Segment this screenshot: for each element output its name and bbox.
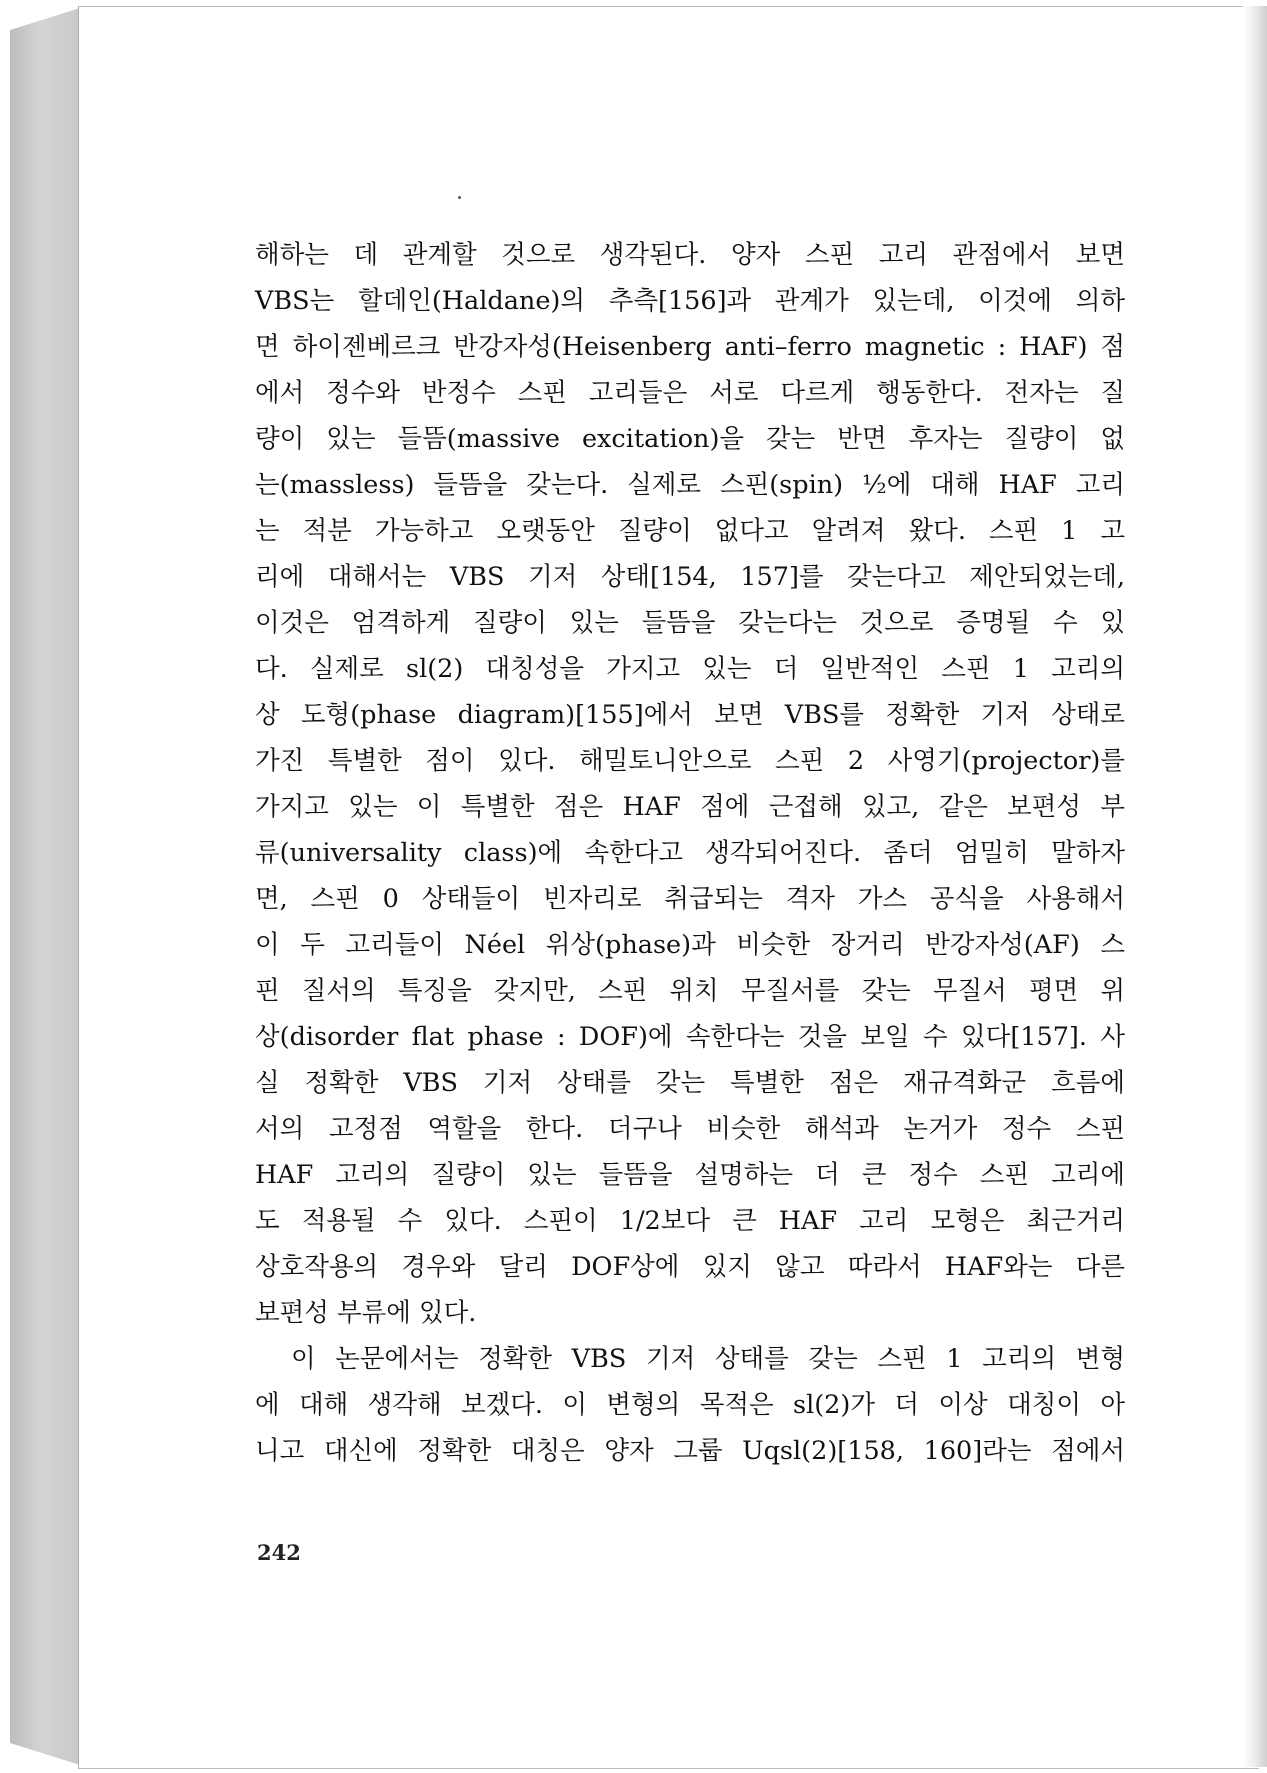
page-number: 242 <box>257 1540 301 1565</box>
page-edge-shadow <box>1243 6 1267 1767</box>
body-text <box>255 232 1125 1474</box>
text-line: 보편성 부류에 있다. <box>255 1298 477 1328</box>
text-line: 서의 고정점 역할을 한다. 더구나 비슷한 해석과 논거가 정수 스핀 <box>255 1114 1125 1144</box>
text-line: 다. 실제로 sl(2) 대칭성을 가지고 있는 더 일반적인 스핀 1 고리의 <box>255 654 1125 684</box>
text-line: 는(massless) 들뜸을 갖는다. 실제로 스핀(spin) ½에 대해 HAF 고리 <box>255 470 1125 500</box>
text-line: 이것은 엄격하게 질량이 있는 들뜸을 갖는다는 것으로 증명될 수 있 <box>255 608 1125 638</box>
text-line: 면 하이젠베르크 반강자성(Heisenberg anti–ferro magnetic : HAF) 점 <box>255 332 1125 362</box>
text-line: 상호작용의 경우와 달리 DOF상에 있지 않고 따라서 HAF와는 다른 <box>255 1252 1125 1282</box>
text-line: 에서 정수와 반정수 스핀 고리들은 서로 다르게 행동한다. 전자는 질 <box>255 378 1125 408</box>
text-line: 면, 스핀 0 상태들이 빈자리로 취급되는 격자 가스 공식을 사용해서 <box>255 884 1125 914</box>
text-line: 실 정확한 VBS 기저 상태를 갖는 특별한 점은 재규격화군 흐름에 <box>255 1068 1125 1098</box>
scan-speck <box>458 196 461 199</box>
text-line: 가지고 있는 이 특별한 점은 HAF 점에 근접해 있고, 같은 보편성 부 <box>255 792 1125 822</box>
text-line: VBS는 할데인(Haldane)의 추측[156]과 관계가 있는데, 이것에 의하 <box>255 286 1125 316</box>
text-line: 이 두 고리들이 Néel 위상(phase)과 비슷한 장거리 반강자성(AF) 스 <box>255 930 1125 960</box>
text-line: 해하는 데 관계할 것으로 생각된다. 양자 스핀 고리 관점에서 보면 <box>255 240 1125 270</box>
text-line: 핀 질서의 특징을 갖지만, 스핀 위치 무질서를 갖는 무질서 평면 위 <box>255 976 1125 1006</box>
text-line: 량이 있는 들뜸(massive excitation)을 갖는 반면 후자는 질량이 없 <box>255 424 1125 454</box>
text-line: HAF 고리의 질량이 있는 들뜸을 설명하는 더 큰 정수 스핀 고리에 <box>255 1160 1125 1190</box>
text-line: 리에 대해서는 VBS 기저 상태[154, 157]를 갖는다고 제안되었는데, <box>255 562 1125 592</box>
text-line: 류(universality class)에 속한다고 생각되어진다. 좀더 엄밀히 말하자 <box>255 838 1125 868</box>
text-line: 이 논문에서는 정확한 VBS 기저 상태를 갖는 스핀 1 고리의 변형 <box>291 1344 1125 1374</box>
text-line: 상(disorder flat phase : DOF)에 속한다는 것을 보일 수 있다[157]. 사 <box>255 1022 1125 1052</box>
text-line: 가진 특별한 점이 있다. 해밀토니안으로 스핀 2 사영기(projector)를 <box>255 746 1125 776</box>
book-spine <box>10 8 80 1765</box>
text-line: 니고 대신에 정확한 대칭은 양자 그룹 Uqsl(2)[158, 160]라는 점에서 <box>255 1436 1125 1466</box>
text-line: 상 도형(phase diagram)[155]에서 보면 VBS를 정확한 기저 상태로 <box>255 700 1125 730</box>
text-line: 에 대해 생각해 보겠다. 이 변형의 목적은 sl(2)가 더 이상 대칭이 아 <box>255 1390 1125 1420</box>
text-line: 는 적분 가능하고 오랫동안 질량이 없다고 알려져 왔다. 스핀 1 고 <box>255 516 1125 546</box>
text-line: 도 적용될 수 있다. 스핀이 1/2보다 큰 HAF 고리 모형은 최근거리 <box>255 1206 1125 1236</box>
